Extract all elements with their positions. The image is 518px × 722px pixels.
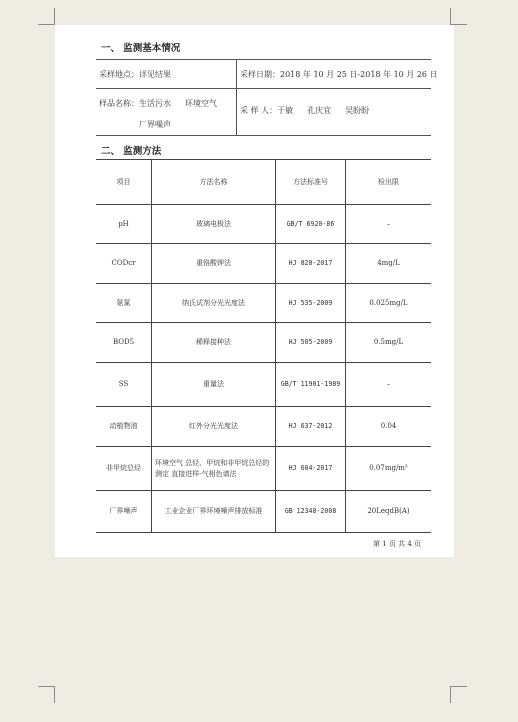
table-row: BOD5 稀释接种法 HJ 505-2009 0.5mg/L xyxy=(96,323,431,363)
document-page xyxy=(55,25,454,557)
section-2-title: 二、 监测方法 xyxy=(101,146,162,157)
table-row: pH 玻璃电极法 GB/T 6920-86 – xyxy=(96,205,431,244)
rule xyxy=(96,88,431,89)
crop-mark-bottom-right xyxy=(450,686,467,703)
table-header-row xyxy=(96,160,431,205)
page-number: 第 1 页 共 4 页 xyxy=(373,540,422,548)
sampling-date: 采样日期：2018 年 10 月 25 日-2018 年 10 月 26 日 xyxy=(240,70,438,79)
table-row: SS 重量法 GB/T 11901-1989 – xyxy=(96,363,431,407)
table-row: 氨氮 纳氏试剂分光光度法 HJ 535-2009 0.025mg/L xyxy=(96,284,431,323)
sampling-location: 采样地点：详见结果 xyxy=(99,70,171,79)
header-standard: 方法标准号 xyxy=(275,160,345,204)
table-row: 动植物油 红外分光光度法 HJ 637-2012 0.04 xyxy=(96,407,431,447)
header-item: 项目 xyxy=(116,177,131,186)
samplers: 采 样 人：于敏 孔庆宜 吴盼盼 xyxy=(240,106,370,115)
table-row: 厂界噪声 工业企业厂界环境噪声排放标准 GB 12348-2008 20LeqdB(A) xyxy=(96,491,431,533)
crop-mark-top-right xyxy=(450,8,467,25)
section-1-title: 一、 监测基本情况 xyxy=(101,43,181,54)
table-row: 非甲烷总烃 环境空气 总烃、甲烷和非甲烷总烃的测定 直接进样-气相色谱法 HJ 604-2017 0.07mg/m³ xyxy=(96,447,431,491)
method-table xyxy=(96,159,431,533)
header-limit: 检出限 xyxy=(345,160,431,204)
rule xyxy=(96,135,431,136)
sample-name: 样品名称：生活污水 环境空气 xyxy=(99,99,217,108)
crop-mark-top-left xyxy=(38,8,55,25)
table-row: CODcr 重铬酸钾法 HJ 828-2017 4mg/L xyxy=(96,244,431,284)
crop-mark-bottom-left xyxy=(38,686,55,703)
header-method: 方法名称 xyxy=(151,160,275,204)
rule xyxy=(96,59,431,60)
divider xyxy=(236,59,237,135)
sample-name-noise: 厂界噪声 xyxy=(139,120,171,129)
